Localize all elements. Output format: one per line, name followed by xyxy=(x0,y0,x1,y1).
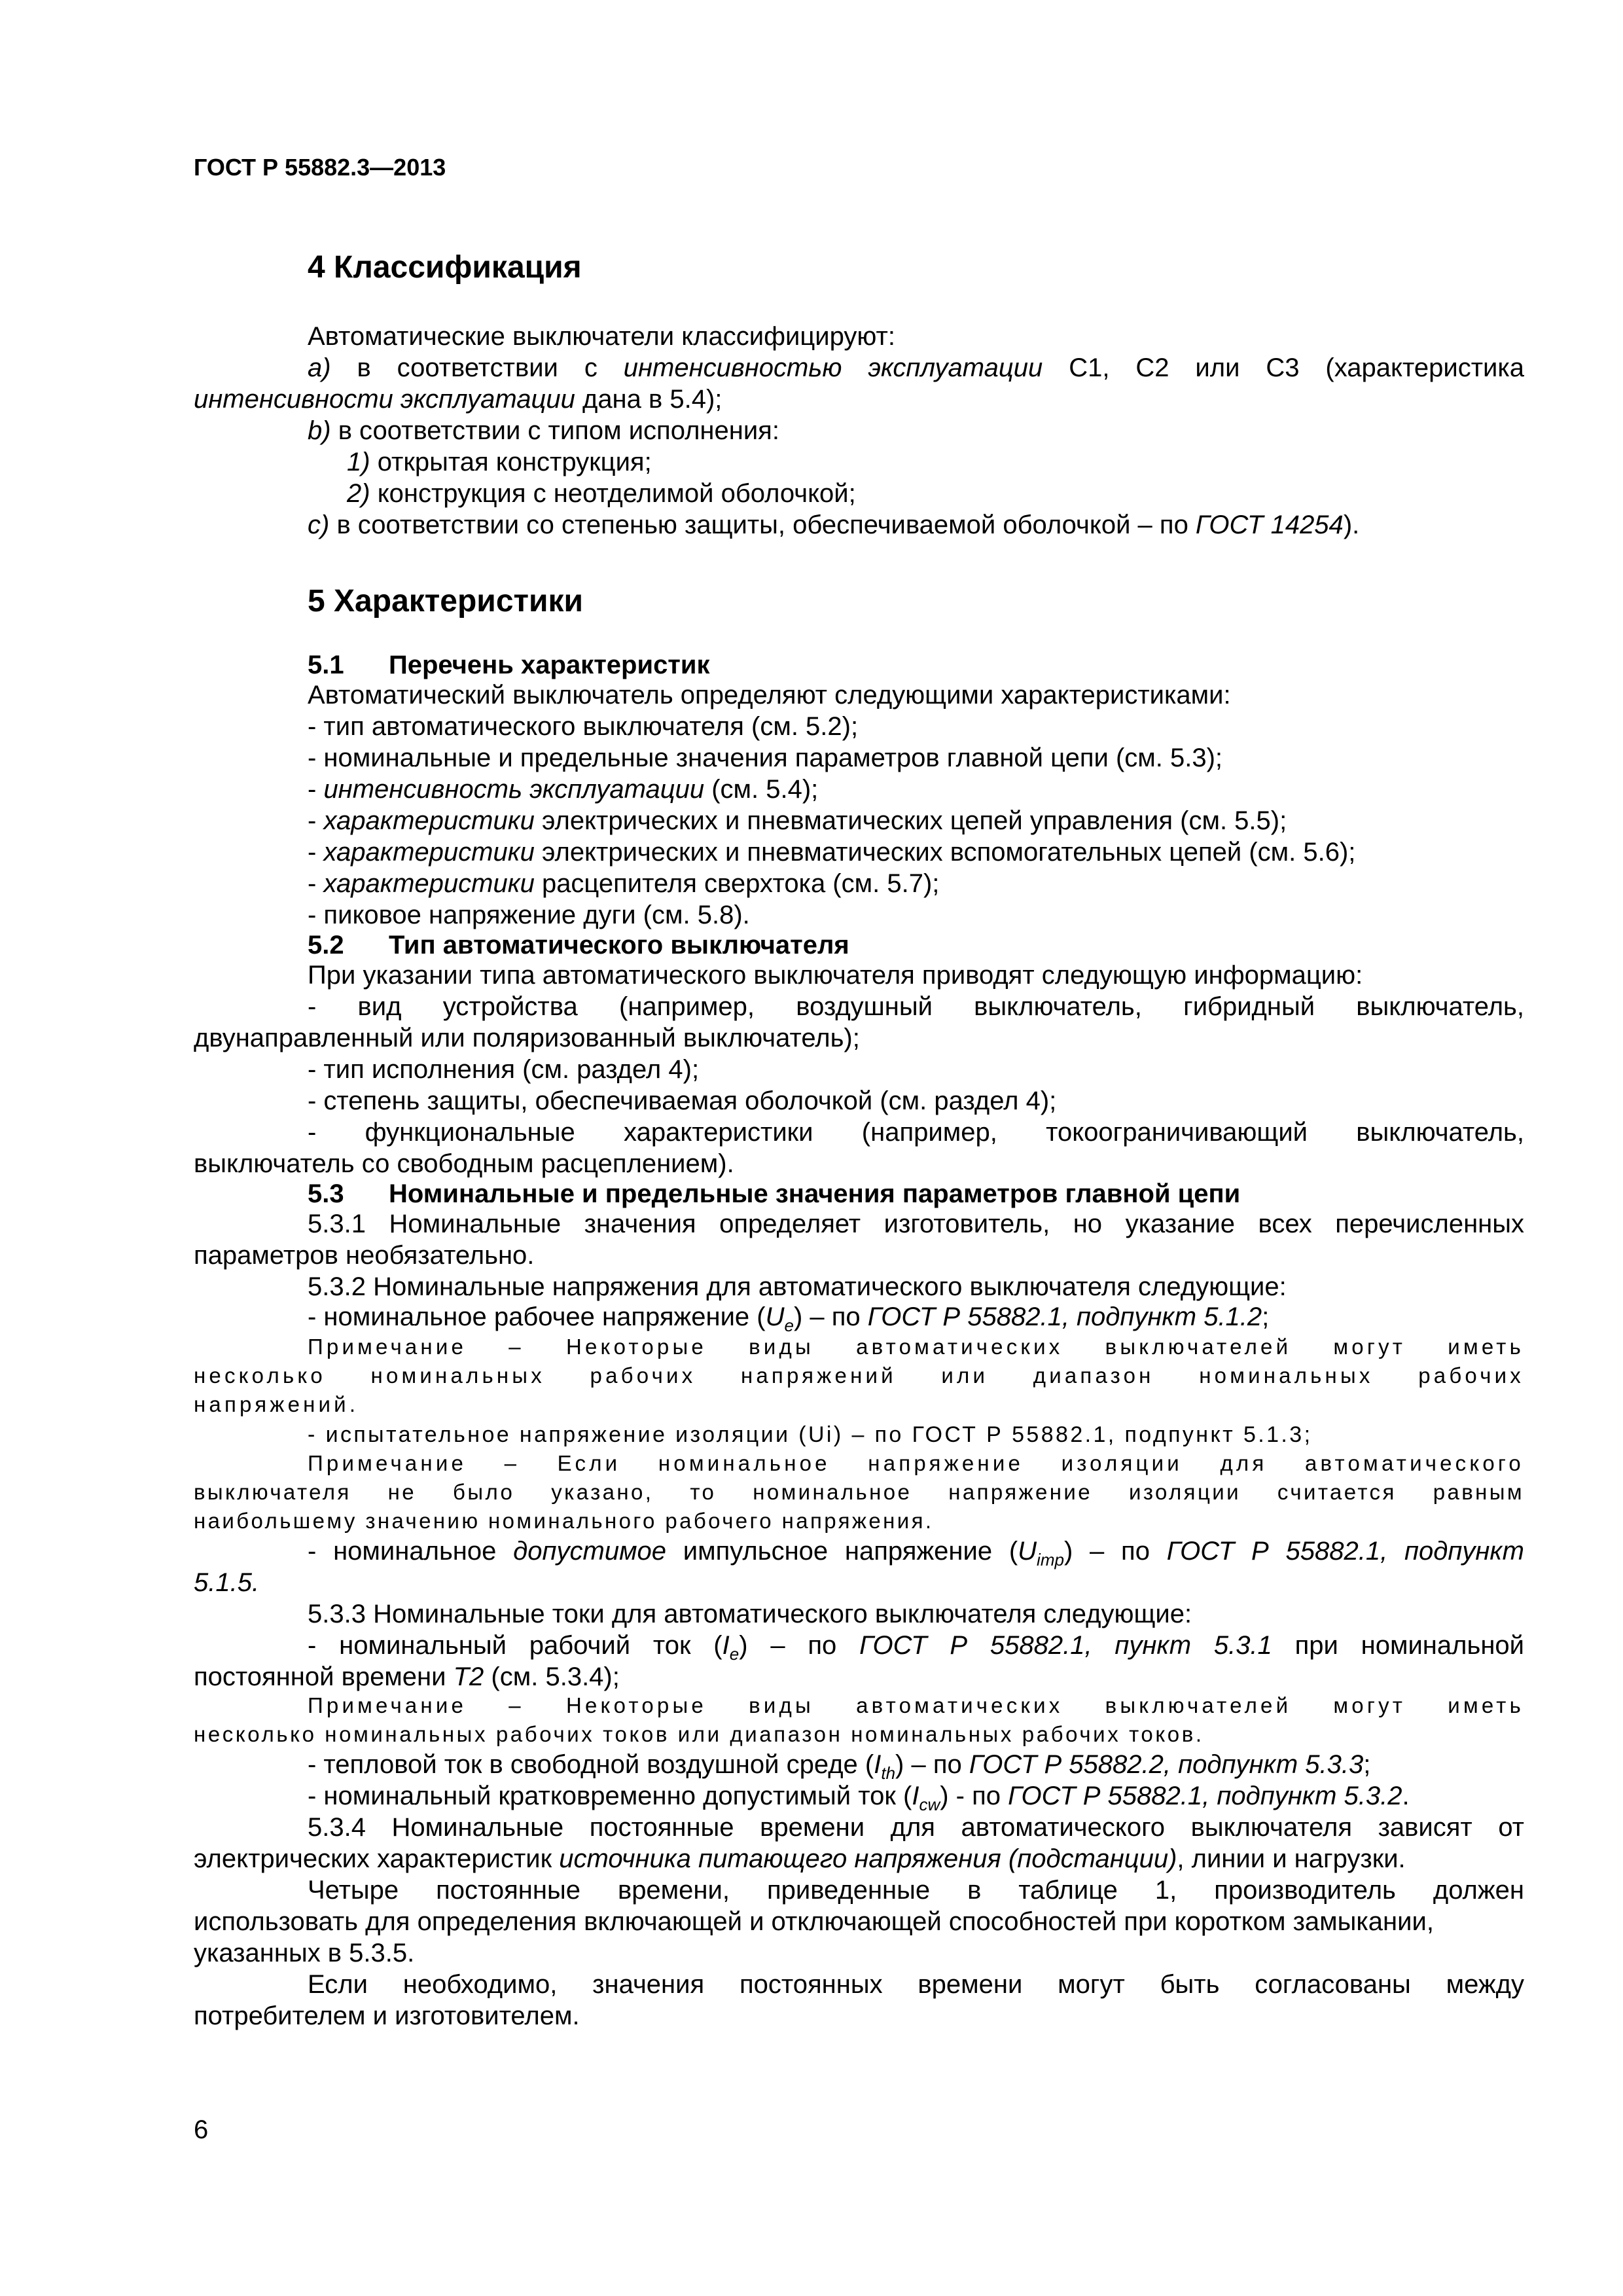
subsection-number: 5.2 xyxy=(308,931,344,960)
list-dash: - xyxy=(308,838,324,867)
p534-text-2: , линии и нагрузки. xyxy=(1177,1844,1406,1873)
p534-text: электрических характеристик xyxy=(194,1844,560,1873)
list-item-a xyxy=(308,352,1524,384)
list-tail: электрических и пневматических цепей управления (см. 5.5); xyxy=(534,806,1287,835)
ie-line2-text-2: (см. 5.3.4); xyxy=(484,1662,620,1691)
item-b1-text: открытая конструкция; xyxy=(370,448,652,476)
item-c-text-2: ). xyxy=(1343,511,1360,539)
item-b-marker: b) xyxy=(308,416,331,445)
item-c-marker: c) xyxy=(308,511,330,539)
list-italic: характеристики xyxy=(323,806,535,835)
icw-text-2: ) - по xyxy=(940,1782,1008,1810)
item-a-marker: a) xyxy=(308,353,331,382)
item-a-text-3: дана в 5.4); xyxy=(575,385,722,414)
icw-reference: ГОСТ Р 55882.1, подпункт 5.3.2 xyxy=(1008,1782,1402,1810)
ith-symbol: I xyxy=(874,1750,882,1779)
list-italic: характеристики xyxy=(323,838,535,867)
uimp-text-2: импульсное напряжение ( xyxy=(666,1537,1018,1566)
ith-text-2: ) – по xyxy=(895,1750,969,1779)
note-2-line-1: Примечание – Если номинальное напряжение изоляции для автоматического xyxy=(308,1451,1524,1475)
item-c-text: в соответствии со степенью защиты, обеспечиваемой оболочкой – по xyxy=(329,511,1196,539)
ith-reference: ГОСТ Р 55882.2, подпункт 5.3.3 xyxy=(969,1750,1364,1779)
item-b2-text: конструкция с неотделимой оболочкой; xyxy=(370,479,856,508)
list-dash: - xyxy=(308,806,324,835)
note-2-line-2: выключателя не было указано, то номинальное напряжение изоляции считается равным xyxy=(194,1480,1524,1504)
ue-subscript: e xyxy=(784,1316,794,1335)
paragraph-5-3-1: 5.3.1 Номинальные значения определяет изготовитель, но указание всех перечисленных xyxy=(308,1210,1524,1238)
ie-subscript: e xyxy=(729,1644,740,1664)
list-item: - номинальные и предельные значения параметров главной цепи (см. 5.3); xyxy=(308,744,1223,772)
ue-text-2: ) – по xyxy=(793,1302,868,1331)
ith-subscript: th xyxy=(881,1763,896,1783)
document-code: ГОСТ Р 55882.3—2013 xyxy=(194,154,446,181)
list-dash: - xyxy=(308,869,324,898)
list-item-c xyxy=(308,509,1359,541)
ie-reference: ГОСТ Р 55882.1, пункт 5.3.1 xyxy=(859,1631,1272,1660)
subsection-5-2-intro: При указании типа автоматического выключателя приводят следующую информацию: xyxy=(308,961,1363,990)
ie-text-2: ) – по xyxy=(739,1631,860,1660)
subsection-5-1-intro: Автоматический выключатель определяют следующими характеристиками: xyxy=(308,681,1231,709)
list-item: - степень защиты, обеспечиваемая оболочкой (см. раздел 4); xyxy=(308,1086,1057,1115)
uimp-reference: ГОСТ Р 55882.1, подпункт xyxy=(1166,1537,1525,1566)
item-b2-marker: 2) xyxy=(347,479,370,508)
list-tail: (см. 5.4); xyxy=(704,775,819,804)
note-3-line-2: несколько номинальных рабочих токов или диапазон номинальных рабочих токов. xyxy=(194,1722,1204,1746)
note-1-line-3: напряжений. xyxy=(194,1392,359,1416)
item-b-text: в соответствии с типом исполнения: xyxy=(330,416,779,445)
paragraph-5-3-2: 5.3.2 Номинальные напряжения для автоматического выключателя следующие: xyxy=(308,1272,1287,1301)
ue-reference: ГОСТ Р 55882.1, подпункт 5.1.2 xyxy=(867,1302,1262,1331)
ie-line2-t2: Т2 xyxy=(453,1662,484,1691)
note-2-line-3: наибольшему значению номинального рабочего напряжения. xyxy=(194,1509,934,1533)
ue-symbol: U xyxy=(765,1302,785,1331)
subsection-5-1-heading xyxy=(308,649,710,681)
section-4-heading: 4 Классификация xyxy=(308,250,582,285)
subsection-title: Номинальные и предельные значения параметров главной цепи xyxy=(389,1179,1241,1208)
item-a-text: в соответствии с xyxy=(330,353,624,382)
section-4-intro: Автоматические выключатели классифицируют: xyxy=(308,322,895,351)
paragraph-5-3-4-continuation xyxy=(194,1843,1406,1874)
uimp-subscript: imp xyxy=(1037,1550,1064,1570)
paragraph-5-3-3: 5.3.3 Номинальные токи для автоматического выключателя следующие: xyxy=(308,1600,1192,1628)
item-a-italic: интенсивностью эксплуатации xyxy=(623,353,1043,382)
list-dash: - xyxy=(308,775,324,804)
list-item: - пиковое напряжение дуги (см. 5.8). xyxy=(308,901,750,929)
paragraph-agreement: Если необходимо, значения постоянных времени могут быть согласованы между xyxy=(308,1970,1524,1999)
list-item-b1 xyxy=(347,446,652,478)
list-item-a-continuation xyxy=(194,384,722,415)
icw-text-3: . xyxy=(1402,1782,1410,1810)
list-item-b2 xyxy=(347,478,856,509)
icw-text: - номинальный кратковременно допустимый ток ( xyxy=(308,1782,912,1810)
list-item xyxy=(308,774,818,805)
ie-symbol: I xyxy=(722,1631,730,1660)
paragraph-agreement-continuation: потребителем и изготовителем. xyxy=(194,2001,580,2030)
list-item: - тип автоматического выключателя (см. 5.2); xyxy=(308,712,859,741)
item-c-reference: ГОСТ 14254 xyxy=(1195,511,1344,539)
list-item xyxy=(308,868,939,899)
uimp-text-3: ) – по xyxy=(1063,1537,1167,1566)
paragraph-time-constants-continuation: использовать для определения включающей и отключающей способностей при коротком замыкании, xyxy=(194,1907,1434,1936)
note-1-line-1: Примечание – Некоторые виды автоматических выключателей могут иметь xyxy=(308,1335,1524,1359)
section-5-heading: 5 Характеристики xyxy=(308,584,584,619)
icw-subscript: cw xyxy=(919,1795,940,1814)
list-item-uimp xyxy=(308,1535,1524,1575)
p534-italic: источника питающего напряжения (подстанции) xyxy=(559,1844,1177,1873)
subsection-5-3-heading xyxy=(308,1178,1240,1210)
list-item-uimp-continuation: 5.1.5. xyxy=(194,1568,260,1597)
uimp-symbol: U xyxy=(1018,1537,1037,1566)
list-tail: расцепителя сверхтока (см. 5.7); xyxy=(534,869,940,898)
icw-symbol: I xyxy=(912,1782,919,1810)
list-item-ui: - испытательное напряжение изоляции (Ui) – по ГОСТ Р 55882.1, подпункт 5.1.3; xyxy=(308,1422,1313,1447)
ie-text-3: при номинальной xyxy=(1272,1631,1525,1660)
paragraph-5-3-1-continuation: параметров необязательно. xyxy=(194,1241,535,1270)
list-tail: электрических и пневматических вспомогательных цепей (см. 5.6); xyxy=(534,838,1356,867)
list-item xyxy=(308,836,1355,868)
list-item xyxy=(308,805,1287,836)
uimp-italic: допустимое xyxy=(513,1537,666,1566)
list-item-continuation: двунаправленный или поляризованный выключатель); xyxy=(194,1024,860,1052)
list-item-continuation: выключатель со свободным расцеплением). xyxy=(194,1149,734,1178)
page-number: 6 xyxy=(194,2115,209,2144)
item-a-text-2: С1, С2 или С3 (характеристика xyxy=(1043,353,1524,382)
note-1-line-2: несколько номинальных рабочих напряжений или диапазон номинальных рабочих xyxy=(194,1363,1524,1388)
ue-text: - номинальное рабочее напряжение ( xyxy=(308,1302,766,1331)
list-item: - тип исполнения (см. раздел 4); xyxy=(308,1055,700,1084)
list-item-ie-continuation xyxy=(194,1661,620,1693)
paragraph-time-constants: Четыре постоянные времени, приведенные в таблице 1, производитель должен xyxy=(308,1876,1524,1905)
subsection-number: 5.1 xyxy=(308,651,344,679)
ie-line2-text: постоянной времени xyxy=(194,1662,454,1691)
uimp-text: - номинальное xyxy=(308,1537,514,1566)
ith-text: - тепловой ток в свободной воздушной среде ( xyxy=(308,1750,874,1779)
item-a-italic-2: интенсивности эксплуатации xyxy=(194,385,575,414)
list-italic: характеристики xyxy=(323,869,535,898)
ie-text: - номинальный рабочий ток ( xyxy=(308,1631,722,1660)
subsection-title: Перечень характеристик xyxy=(389,651,710,679)
subsection-5-2-heading xyxy=(308,929,849,961)
note-3-line-1: Примечание – Некоторые виды автоматических выключателей могут иметь xyxy=(308,1693,1524,1717)
ue-text-3: ; xyxy=(1262,1302,1270,1331)
list-italic: интенсивность эксплуатации xyxy=(323,775,705,804)
ith-text-3: ; xyxy=(1363,1750,1371,1779)
paragraph-time-constants-end: указанных в 5.3.5. xyxy=(194,1939,415,1967)
subsection-number: 5.3 xyxy=(308,1179,344,1208)
list-item: - функциональные характеристики (например, токоограничивающий выключатель, xyxy=(308,1118,1524,1147)
list-item: - вид устройства (например, воздушный выключатель, гибридный выключатель, xyxy=(308,992,1524,1021)
item-b1-marker: 1) xyxy=(347,448,370,476)
subsection-title: Тип автоматического выключателя xyxy=(389,931,849,960)
list-item-b xyxy=(308,415,779,446)
paragraph-5-3-4: 5.3.4 Номинальные постоянные времени для автоматического выключателя зависят от xyxy=(308,1813,1524,1842)
